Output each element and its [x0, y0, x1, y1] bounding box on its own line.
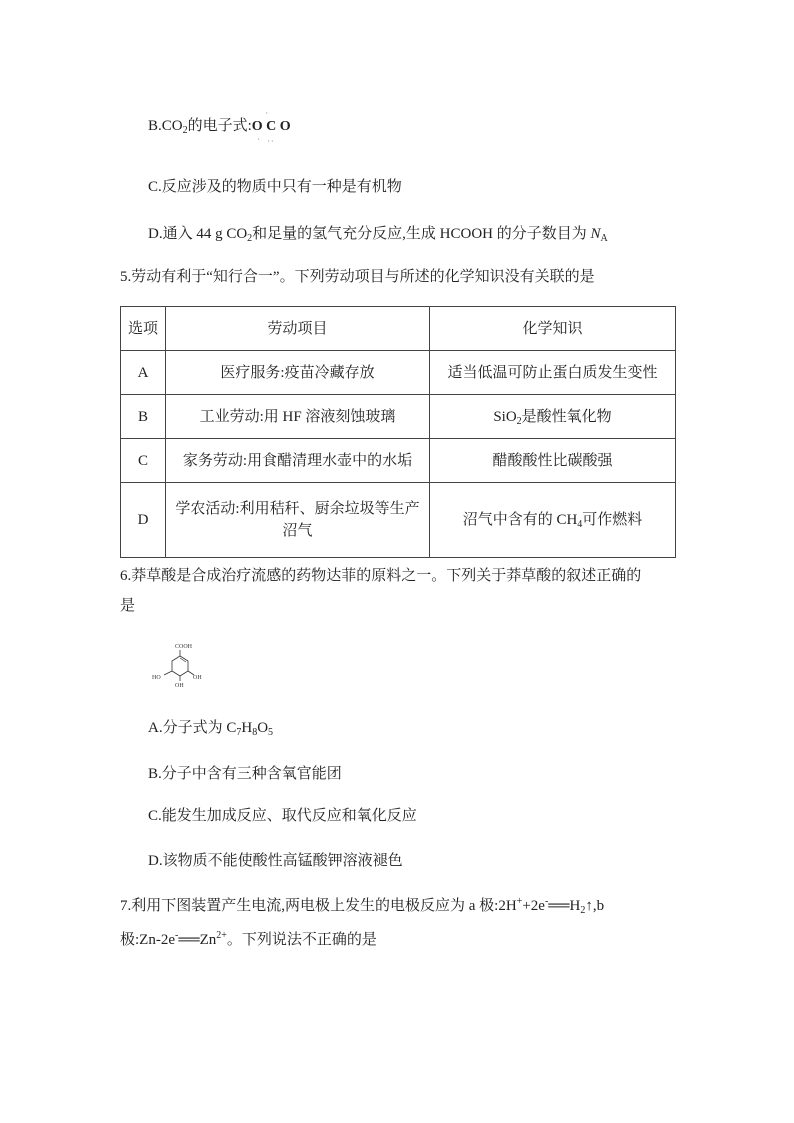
q4-option-d: D.通入 44 g $CO_2$和足量的氢气充分反应,生成 HCOOH 的分子数目为 $N_A$ [148, 226, 608, 244]
q6-option-b: B.分子中含有三种含氧官能团 [148, 766, 342, 782]
q6-option-a: A.分子式为 $C_7H_8O_5$ [148, 720, 274, 738]
table-cell-chem: SiO$_2$是酸性氧化物 [430, 395, 676, 439]
q6-option-c: C.能发生加成反应、取代反应和氧化反应 [148, 808, 417, 824]
table-row [121, 395, 676, 439]
table-cell-labor: 工业劳动:用 HF 溶液刻蚀玻璃 [166, 395, 430, 439]
table-header-option: 选项 [121, 307, 166, 351]
co2-electron-formula: O C O · · · · [251, 111, 291, 145]
q6-option-d: D.该物质不能使酸性高锰酸钾溶液褪色 [148, 853, 403, 869]
table-cell-option: B [121, 395, 166, 439]
shikimic-acid-structure [150, 642, 210, 692]
cooh-label: COOH [175, 644, 193, 650]
q5-table [120, 306, 676, 558]
table-cell-chem: 醋酸酸性比碳酸强 [430, 439, 676, 483]
table-cell-option: D [121, 483, 166, 558]
q7-stem-line1: 7.利用下图装置产生电流,两电极上发生的电极反应为 a 极$:2H^++2e^-══H_2↑,b$ [120, 896, 605, 916]
q7-stem-line2: 极$:Zn-2e^-══Zn^{2+}$。下列说法不正确的是 [120, 930, 377, 948]
table-header-chem: 化学知识 [430, 307, 676, 351]
ho-left-label: HO [152, 675, 161, 681]
table-row [121, 439, 676, 483]
table-cell-option: A [121, 351, 166, 395]
table-header-row [121, 307, 676, 351]
table-row [121, 351, 676, 395]
q6-stem-line1: 6.莽草酸是合成治疗流感的药物达菲的原料之一。下列关于莽草酸的叙述正确的 [120, 568, 642, 584]
table-cell-labor: 医疗服务:疫苗冷藏存放 [166, 351, 430, 395]
table-cell-chem: 适当低温可防止蛋白质发生变性 [430, 351, 676, 395]
oh-middle-label: OH [175, 683, 184, 689]
table-cell-labor: 学农活动:利用秸秆、厨余垃圾等生产 沼气 [166, 483, 430, 558]
table-cell-option: C [121, 439, 166, 483]
table-cell-chem: 沼气中含有的 $CH_4$可作燃料 [430, 483, 676, 558]
table-row [121, 483, 676, 558]
q4-option-c: C.反应涉及的物质中只有一种是有机物 [148, 179, 402, 195]
q6-stem-line2: 是 [120, 598, 136, 614]
q5-stem: 5.劳动有利于“知行合一”。下列劳动项目与所述的化学知识没有关联的是 [120, 269, 595, 285]
oh-right-label: OH [193, 675, 202, 681]
q4-option-b: $B.CO_2$的电子式:O C O · · · · [148, 111, 291, 145]
table-cell-labor: 家务劳动:用食醋清理水壶中的水垢 [166, 439, 430, 483]
table-header-labor: 劳动项目 [166, 307, 430, 351]
